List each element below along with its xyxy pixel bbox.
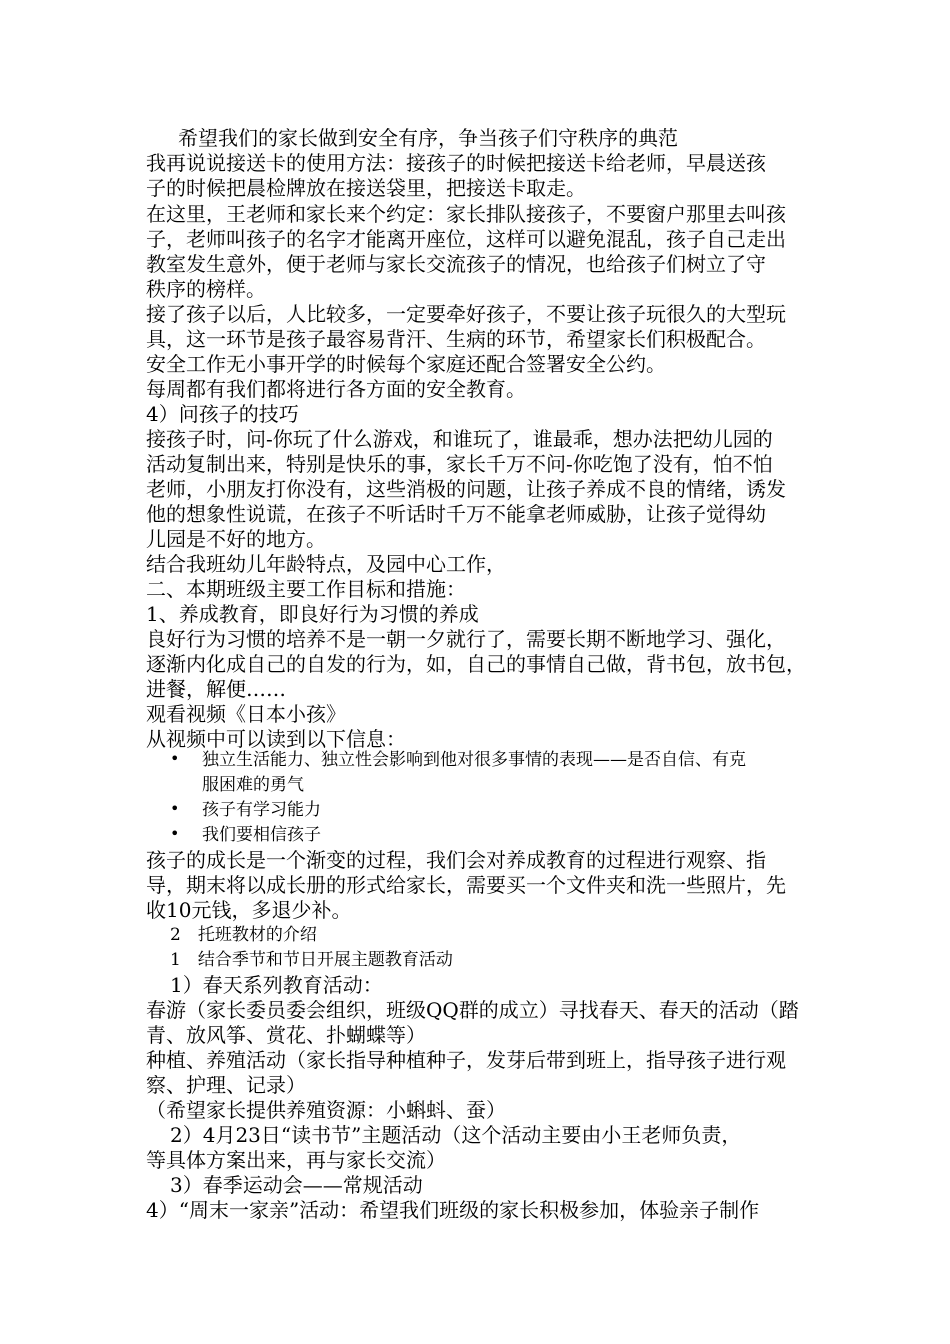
text-line: 逐渐内化成自己的自发的行为，如，自己的事情自己做，背书包，放书包，: [146, 652, 806, 676]
text-line: 具，这一环节是孩子最容易背汗、生病的环节，希望家长们积极配合。: [146, 327, 766, 351]
bullet-icon: •: [170, 749, 180, 768]
section-heading: 3）春季运动会——常规活动: [170, 1173, 423, 1197]
section-heading: 1、养成教育，即良好行为习惯的养成: [146, 602, 479, 626]
text-line: 子的时候把晨检牌放在接送袋里，把接送卡取走。: [146, 176, 586, 200]
text-line: （希望家长提供养殖资源：小蝌蚪、蚕）: [146, 1098, 506, 1122]
section-heading: 2 托班教材的介绍: [170, 925, 317, 945]
text-line: 良好行为习惯的培养不是一朝一夕就行了，需要长期不断地学习、强化，: [146, 627, 786, 651]
text-line: 结合我班幼儿年龄特点，及园中心工作，: [146, 552, 506, 576]
text-line: 青、放风筝、赏花、扑蝴蝶等）: [146, 1023, 426, 1047]
bullet-text: 孩子有学习能力: [202, 800, 321, 820]
text-line: 安全工作无小事开学的时候每个家庭还配合签署安全公约。: [146, 352, 666, 376]
text-line: 儿园是不好的地方。: [146, 527, 326, 551]
text-line: 收10元钱，多退少补。: [146, 898, 352, 922]
text-line: 观看视频《日本小孩》: [146, 702, 346, 726]
text-line: 教室发生意外，便于老师与家长交流孩子的情况，也给孩子们树立了守: [146, 252, 766, 276]
bullet-text: 我们要相信孩子: [202, 825, 321, 845]
text-line: 在这里，王老师和家长来个约定：家长排队接孩子，不要窗户那里去叫孩: [146, 202, 786, 226]
text-line: 他的想象性说谎，在孩子不听话时千万不能拿老师威胁，让孩子觉得幼: [146, 502, 766, 526]
section-heading: 二、本期班级主要工作目标和措施：: [146, 577, 466, 601]
text-line: 4）“周末一家亲”活动：希望我们班级的家长积极参加，体验亲子制作: [146, 1198, 760, 1222]
text-line: 春游（家长委员委会组织，班级QQ群的成立）寻找春天、春天的活动（踏: [146, 998, 799, 1022]
bullet-text: 服困难的勇气: [202, 775, 304, 795]
text-line: 孩子的成长是一个渐变的过程，我们会对养成教育的过程进行观察、指: [146, 848, 766, 872]
section-heading: 1 结合季节和节日开展主题教育活动: [170, 950, 453, 970]
text-line: 导，期末将以成长册的形式给家长，需要买一个文件夹和洗一些照片，先: [146, 873, 786, 897]
bullet-icon: •: [170, 799, 180, 818]
text-line: 察、护理、记录）: [146, 1073, 306, 1097]
bullet-icon: •: [170, 824, 180, 843]
text-line: 种植、养殖活动（家长指导种植种子，发芽后带到班上，指导孩子进行观: [146, 1048, 786, 1072]
text-line: 子，老师叫孩子的名字才能离开座位，这样可以避免混乱，孩子自己走出: [146, 227, 786, 251]
text-line: 秩序的榜样。: [146, 277, 266, 301]
section-heading: 1）春天系列教育活动：: [170, 973, 383, 997]
text-line: 接了孩子以后，人比较多，一定要牵好孩子，不要让孩子玩很久的大型玩: [146, 302, 786, 326]
bullet-text: 独立生活能力、独立性会影响到他对很多事情的表现——是否自信、有克: [202, 750, 746, 770]
text-line: 进餐，解便……: [146, 677, 286, 701]
text-line: 接孩子时，问-你玩了什么游戏，和谁玩了，谁最乖，想办法把幼儿园的: [146, 427, 773, 451]
text-line: 每周都有我们都将进行各方面的安全教育。: [146, 377, 526, 401]
text-line: 我再说说接送卡的使用方法：接孩子的时候把接送卡给老师，早晨送孩: [146, 151, 766, 175]
text-line: 2）4月23日“读书节”主题活动（这个活动主要由小王老师负责，: [170, 1123, 742, 1147]
text-line: 等具体方案出来，再与家长交流）: [146, 1148, 446, 1172]
text-line: 活动复制出来，特别是快乐的事，家长千万不问-你吃饱了没有，怕不怕: [146, 452, 773, 476]
section-heading: 4）问孩子的技巧: [146, 402, 299, 426]
text-line: 从视频中可以读到以下信息：: [146, 727, 406, 751]
text-line: 希望我们的家长做到安全有序，争当孩子们守秩序的典范: [178, 126, 678, 150]
text-line: 老师，小朋友打你没有，这些消极的问题，让孩子养成不良的情绪，诱发: [146, 477, 786, 501]
